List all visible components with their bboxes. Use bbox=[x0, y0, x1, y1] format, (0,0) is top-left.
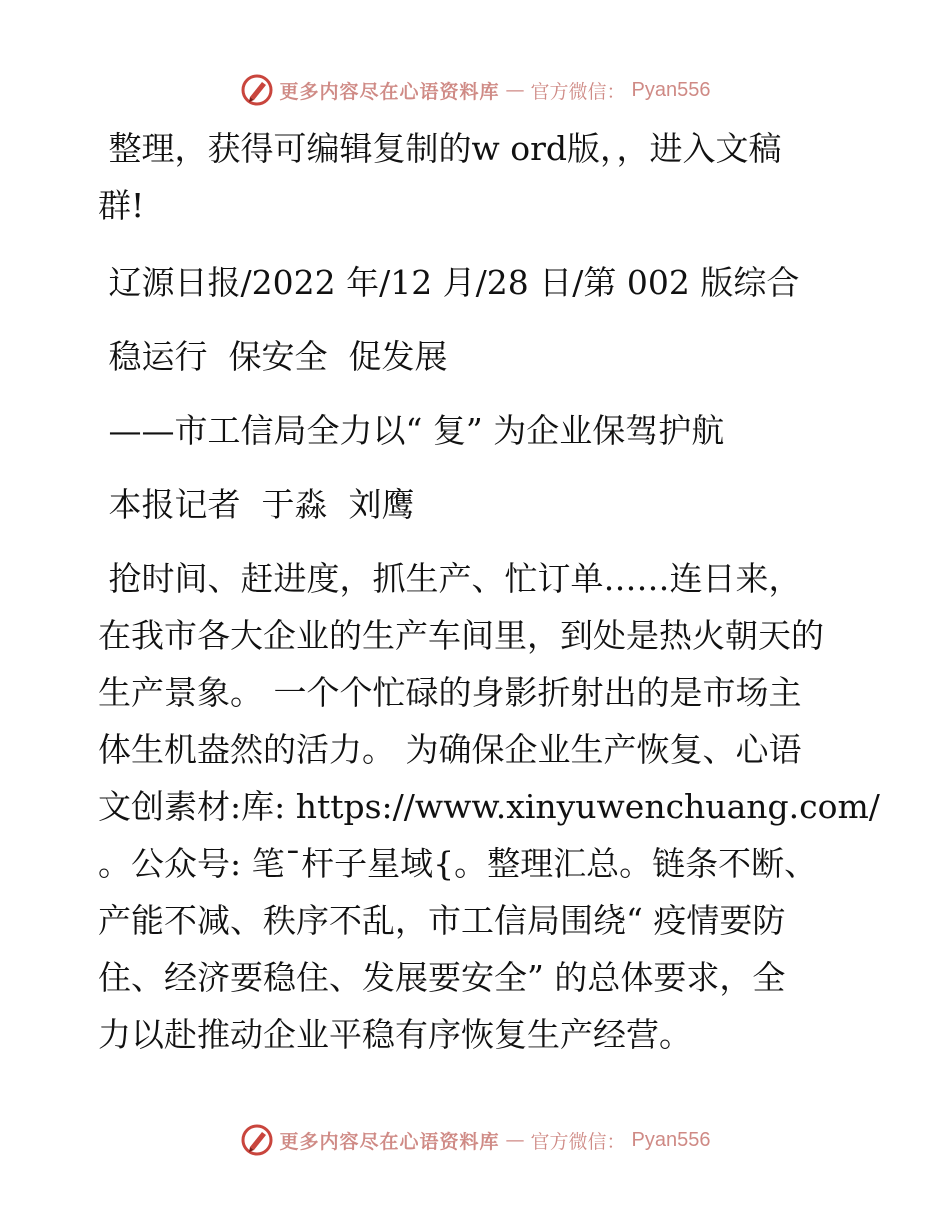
body-line: 力以赴推动企业平稳有序恢复生产经营。 bbox=[98, 1015, 692, 1054]
headline: 稳运行 保安全 促发展 bbox=[98, 337, 448, 376]
article-paragraph bbox=[98, 550, 880, 1063]
intro-line-1: 整理，获得可编辑复制的w ord版，，进入文稿 bbox=[98, 129, 782, 168]
body-line: 生产景象。 一个个忙碌的身影折射出的是市场主 bbox=[98, 673, 802, 712]
document-body bbox=[98, 120, 880, 1063]
subheadline: ——市工信局全力以“ 复” 为企业保驾护航 bbox=[98, 411, 725, 450]
watermark-wechat-id: Pyan556 bbox=[631, 78, 711, 101]
byline: 本报记者 于淼 刘鹰 bbox=[98, 485, 415, 524]
body-line: 。公众号: 笔¯杆子星域{。整理汇总。链条不断、 bbox=[98, 844, 818, 883]
pen-logo-icon bbox=[240, 73, 274, 107]
body-line: 抢时间、赶进度，抓生产、忙订单……连日来， bbox=[98, 559, 802, 598]
header-watermark bbox=[0, 70, 950, 110]
footer-watermark bbox=[0, 1120, 950, 1160]
watermark-text: 更多内容尽在心语资料库 bbox=[279, 80, 500, 103]
watermark-official-label: 官方微信： bbox=[530, 80, 626, 103]
intro-line-2: 群! bbox=[98, 186, 145, 225]
body-line: 在我市各大企业的生产车间里，到处是热火朝天的 bbox=[98, 616, 824, 655]
pen-logo-icon bbox=[240, 1123, 274, 1157]
body-line: 体生机盎然的活力。 为确保企业生产恢复、心语 bbox=[98, 730, 802, 769]
body-line: 文创素材:库: https://www.xinyuwenchuang.com/ bbox=[98, 787, 880, 826]
source-line: 辽源日报/2022 年/12 月/28 日/第 002 版综合 bbox=[98, 263, 800, 302]
watermark-official-label: 官方微信： bbox=[530, 1130, 626, 1153]
watermark-text: 更多内容尽在心语资料库 bbox=[279, 1130, 500, 1153]
watermark-wechat-id: Pyan556 bbox=[631, 1128, 711, 1151]
body-line: 产能不减、秩序不乱，市工信局围绕“ 疫情要防 bbox=[98, 901, 786, 940]
watermark-dash: — bbox=[505, 1129, 525, 1151]
body-line: 住、经济要稳住、发展要安全” 的总体要求，全 bbox=[98, 958, 786, 997]
watermark-dash: — bbox=[505, 79, 525, 101]
